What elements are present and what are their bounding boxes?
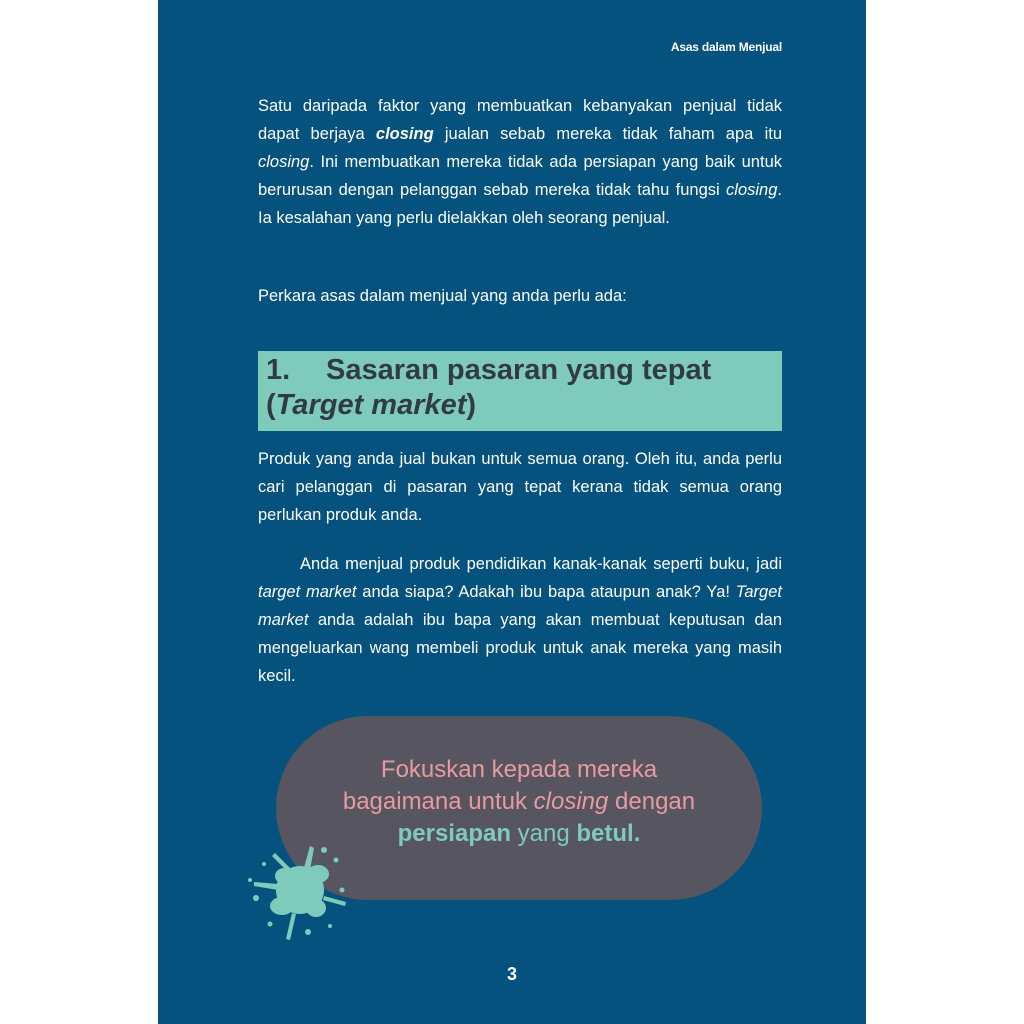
paint-splat-icon	[244, 836, 354, 944]
emphasis-closing: closing	[375, 125, 434, 143]
callout-highlight: betul.	[576, 820, 641, 847]
callout-line-2	[276, 786, 762, 818]
section-heading-box	[258, 351, 782, 431]
list-intro-paragraph: Perkara asas dalam menjual yang anda perlu ada:	[258, 287, 627, 305]
example-text: Anda menjual produk pendidikan kanak-kanak seperti buku, jadi	[300, 555, 782, 573]
body-paragraph: Produk yang anda jual bukan untuk semua orang. Oleh itu, anda perlu cari pelanggan di pasaran yang tepat kerana tidak semua orang perlukan produk anda.	[258, 450, 782, 524]
callout-text: bagaimana untuk	[342, 788, 534, 815]
running-header: Asas dalam Menjual	[670, 40, 782, 54]
paren-open: (	[266, 389, 276, 421]
example-text: anda adalah ibu bapa yang akan membuat keputusan dan mengeluarkan wang membeli produk untuk anak mereka yang masih kecil.	[258, 611, 782, 685]
intro-text: . Ini membuatkan mereka tidak ada persiapan yang baik untuk berurusan dengan pelanggan sebab mereka tidak tahu fungsi	[258, 153, 782, 199]
section-subtitle: Target market	[275, 389, 467, 421]
callout-text: dengan	[608, 788, 696, 815]
intro-paragraph	[258, 92, 782, 232]
example-text: anda siapa? Adakah ibu bapa ataupun anak? Ya!	[356, 583, 736, 601]
emphasis-target-market: Target market	[258, 583, 782, 629]
emphasis-closing: closing	[258, 153, 310, 171]
book-page	[158, 0, 866, 1024]
intro-text: Satu daripada faktor yang membuatkan kebanyakan penjual tidak dapat berjaya	[258, 97, 782, 143]
example-paragraph	[258, 550, 782, 690]
section-number: 1.	[266, 354, 291, 386]
emphasis-target-market: target market	[258, 583, 357, 601]
callout-highlight: persiapan	[397, 820, 511, 847]
callout-emphasis: closing	[533, 788, 609, 815]
intro-text: jualan sebab mereka tidak faham apa itu	[433, 125, 782, 143]
callout-text: yang	[511, 820, 577, 847]
emphasis-closing: closing	[726, 181, 778, 199]
intro-text: . Ia kesalahan yang perlu dielakkan oleh seorang penjual.	[258, 181, 782, 227]
section-title: Sasaran pasaran yang tepat	[326, 354, 712, 386]
section-heading	[266, 353, 774, 423]
paren-close: )	[466, 389, 477, 421]
page-number: 3	[506, 964, 517, 984]
callout-line-1: Fokuskan kepada mereka	[380, 756, 658, 783]
